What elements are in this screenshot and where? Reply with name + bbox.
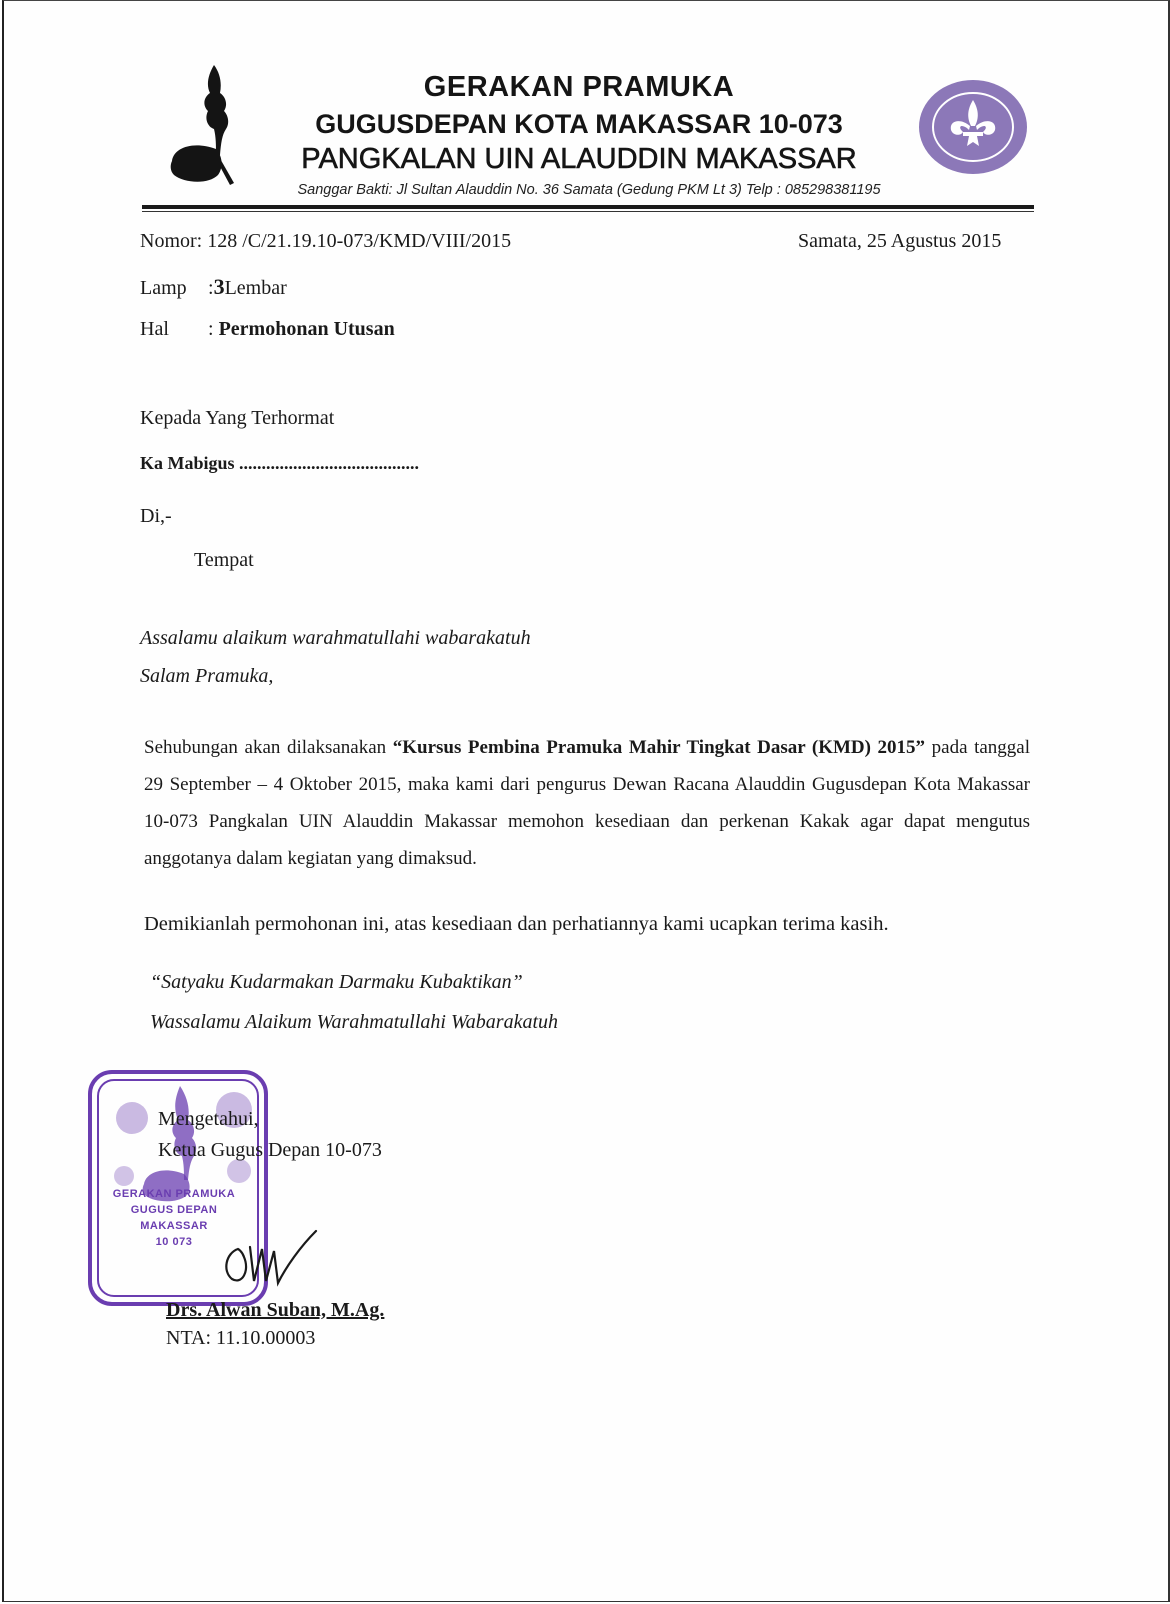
signature-scribble <box>216 1227 336 1297</box>
base-title: PANGKALAN UIN ALAUDDIN MAKASSAR <box>301 143 857 175</box>
place-date: Samata, 25 Agustus 2015 <box>798 230 1002 252</box>
signer-title: Ketua Gugus Depan 10-073 <box>158 1139 382 1161</box>
recipient-greeting: Kepada Yang Terhormat <box>140 407 335 429</box>
letterhead-rule <box>142 205 1034 209</box>
nomor-value: : 128 /C/21.19.10-073/KMD/VIII/2015 <box>196 230 512 252</box>
acknowledged-label: Mengetahui, <box>158 1108 259 1130</box>
hal-line <box>140 318 395 341</box>
letter-page <box>2 0 1170 1602</box>
nomor-line <box>140 230 511 253</box>
body-rest: pada tanggal 29 September – 4 Oktober 2015, maka kami dari pengurus Dewan Racana Alauddin Gugusdepan Kota Makassar 10-073 Pangkalan UIN Alauddin Makassar memohon kesediaan dan perkenan Kakak agar dapat mengutus anggotanya dalam kegiatan yang dimaksud. <box>144 737 1031 869</box>
stamp-line-3: MAKASSAR <box>140 1220 208 1232</box>
signer-nta: NTA: 11.10.00003 <box>166 1327 316 1349</box>
lamp-value: Lembar <box>224 277 287 299</box>
salutation-islamic: Assalamu alaikum warahmatullahi wabarakatuh <box>140 627 531 649</box>
body-intro: Sehubungan akan dilaksanakan <box>144 737 393 758</box>
hal-label: Hal <box>140 318 169 340</box>
recipient-di: Di,- <box>140 505 172 527</box>
recipient-name: Ka Mabigus ........................................ <box>140 453 420 473</box>
letterhead-rule-thin <box>142 211 1034 212</box>
lamp-label: Lamp <box>140 277 187 299</box>
scout-fleur-de-lis-logo <box>917 78 1029 176</box>
stamp-line-4: 10 073 <box>155 1236 193 1248</box>
tunas-kelapa-logo <box>164 63 244 188</box>
lamp-line <box>140 274 287 300</box>
body-paragraph <box>144 729 1030 877</box>
lamp-colon: : <box>208 277 214 299</box>
signer-name: Drs. Alwan Suban, M.Ag. <box>166 1299 385 1321</box>
closing-paragraph: Demikianlah permohonan ini, atas kesediaan dan perhatiannya kami ucapkan terima kasih. <box>144 913 889 935</box>
recipient-place: Tempat <box>194 549 254 571</box>
stamp-line-1: GERAKAN PRAMUKA <box>112 1188 236 1200</box>
event-name: “Kursus Pembina Pramuka Mahir Tingkat Dasar (KMD) 2015” <box>392 737 926 758</box>
hal-colon: : <box>208 318 219 340</box>
letterhead-address: Sanggar Bakti: Jl Sultan Alauddin No. 36 Samata (Gedung PKM Lt 3) Telp : 085298381195 <box>297 182 881 198</box>
unit-title: GUGUSDEPAN KOTA MAKASSAR 10-073 <box>315 109 843 139</box>
motto: “Satyaku Kudarmakan Darmaku Kubaktikan” <box>150 971 523 993</box>
stamp-line-2: GUGUS DEPAN <box>130 1204 218 1216</box>
lamp-count: 3 <box>213 274 225 299</box>
org-title: GERAKAN PRAMUKA <box>423 71 735 103</box>
farewell: Wassalamu Alaikum Warahmatullahi Wabarakatuh <box>150 1011 558 1033</box>
nomor-label: Nomor <box>140 230 197 252</box>
salutation-pramuka: Salam Pramuka, <box>140 665 274 687</box>
hal-value: Permohonan Utusan <box>218 318 395 340</box>
